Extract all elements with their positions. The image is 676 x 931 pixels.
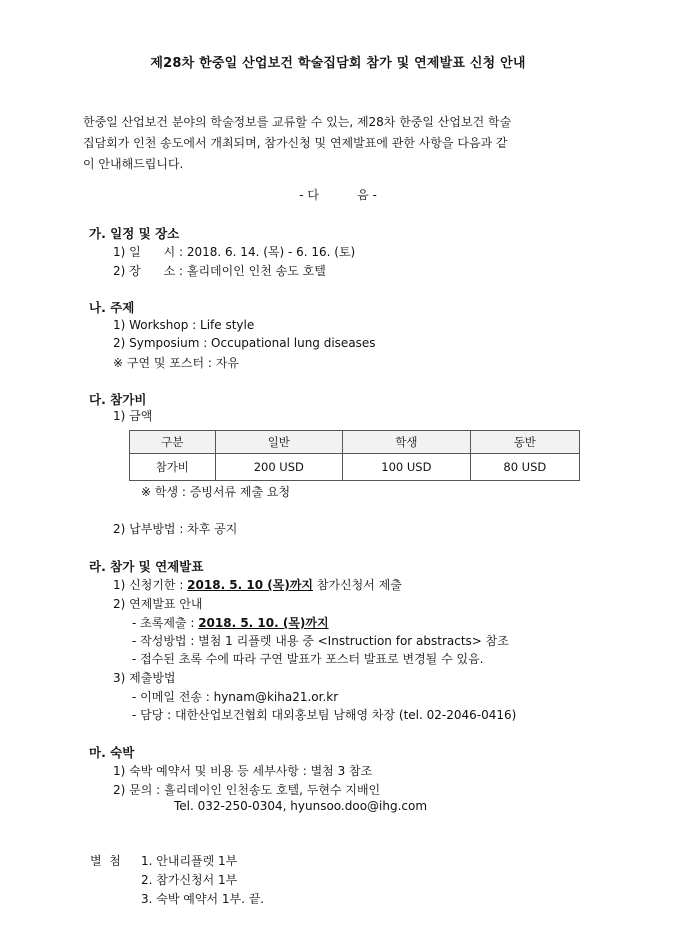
attachment-item: 2. 참가신청서 1부: [141, 873, 238, 887]
fee-amount-label: 1) 금액: [113, 409, 153, 423]
document-title: 제28차 한중일 산업보건 학술집담회 참가 및 연제발표 신청 안내: [150, 56, 526, 71]
fee-table-row: [130, 454, 580, 481]
fee-table-cell: 200 USD: [215, 454, 343, 481]
topic-workshop: 1) Workshop : Life style: [113, 318, 255, 332]
topic-symposium: 2) Symposium : Occupational lung diseases: [113, 336, 376, 350]
attachments-label: 별 첨: [90, 854, 121, 868]
registration-deadline-suffix: 참가신청서 제출: [313, 578, 402, 592]
lodging-inquiry: 2) 문의 : 홀리데이인 인천송도 호텔, 두현수 지배인: [113, 783, 381, 797]
section-heading-fee: 다. 참가비: [89, 392, 147, 407]
fee-table: [129, 430, 580, 481]
fee-table-header: 일반: [215, 431, 343, 454]
registration-deadline-date: 2018. 5. 10 (목)까지: [187, 578, 314, 592]
schedule-date: 1) 일 시 : 2018. 6. 14. (목) - 6. 16. (토): [113, 245, 356, 259]
submission-email: - 이메일 전송 : hynam@kiha21.or.kr: [132, 690, 339, 704]
section-heading-schedule: 가. 일정 및 장소: [89, 226, 180, 241]
abstract-note: - 접수된 초록 수에 따라 구연 발표가 포스터 발표로 변경될 수 있음.: [132, 652, 484, 666]
registration-deadline: [113, 576, 402, 593]
abstract-method: - 작성방법 : 별첨 1 리플렛 내용 중 <Instruction for abstracts> 참조: [132, 634, 509, 648]
intro-line: 이 안내해드립니다.: [83, 157, 184, 171]
fee-table-header-row: [130, 431, 580, 454]
attachment-item: 1. 안내리플렛 1부: [141, 854, 238, 868]
submission-method: 3) 제출방법: [113, 671, 176, 685]
presentation-guide: 2) 연제발표 안내: [113, 597, 203, 611]
fee-table-header: 학생: [343, 431, 471, 454]
schedule-venue: 2) 장 소 : 홀리데이인 인천 송도 호텔: [113, 264, 326, 278]
section-heading-registration: 라. 참가 및 연제발표: [89, 559, 204, 574]
submission-contact: - 담당 : 대한산업보건협회 대외홍보팀 남해영 차장 (tel. 02-2046-0416): [132, 708, 517, 722]
fee-student-note: ※ 학생 : 증빙서류 제출 요청: [141, 485, 291, 499]
abstract-deadline-prefix: - 초록제출 :: [132, 616, 199, 630]
topic-note: ※ 구연 및 포스터 : 자유: [113, 356, 239, 370]
center-mark: - 다 음 -: [299, 188, 377, 202]
intro-line: 집담회가 인천 송도에서 개최되며, 참가신청 및 연제발표에 관한 사항을 다음과 같: [83, 136, 508, 150]
section-heading-topic: 나. 주제: [89, 300, 135, 315]
fee-table-header: 동반: [470, 431, 579, 454]
fee-table-cell: 100 USD: [343, 454, 471, 481]
fee-table-cell: 80 USD: [470, 454, 579, 481]
registration-deadline-prefix: 1) 신청기한 :: [113, 578, 188, 592]
intro-line: 한중일 산업보건 분야의 학술정보를 교류할 수 있는, 제28차 한중일 산업보건 학술: [83, 115, 512, 129]
abstract-deadline-date: 2018. 5. 10. (목)까지: [198, 616, 329, 630]
fee-payment-method: 2) 납부방법 : 차후 공지: [113, 522, 238, 536]
lodging-contact: Tel. 032-250-0304, hyunsoo.doo@ihg.com: [174, 799, 428, 813]
section-heading-lodging: 마. 숙박: [89, 745, 135, 760]
lodging-details: 1) 숙박 예약서 및 비용 등 세부사항 : 별첨 3 참조: [113, 764, 373, 778]
attachment-item: 3. 숙박 예약서 1부. 끝.: [141, 892, 265, 906]
fee-table-cell: 참가비: [130, 454, 216, 481]
intro-paragraph: [83, 112, 603, 175]
abstract-deadline: [132, 614, 329, 631]
fee-table-header: 구분: [130, 431, 216, 454]
